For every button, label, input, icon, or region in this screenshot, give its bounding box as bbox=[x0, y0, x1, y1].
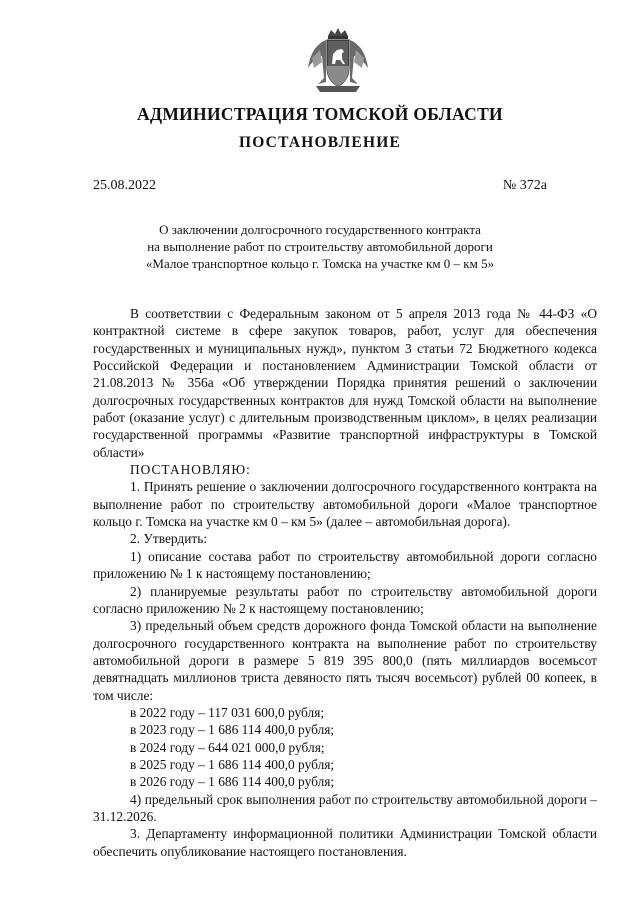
document-body bbox=[93, 305, 597, 860]
document-type: ПОСТАНОВЛЕНИЕ bbox=[238, 134, 402, 151]
year-line: в 2022 году – 117 031 600,0 рубля; bbox=[130, 704, 325, 720]
item-2-1-paragraph: 1) описание состава работ по строительству автомобильной дороги согласно приложению № 1 к настоящему постановлению; bbox=[93, 548, 597, 582]
year-line: в 2024 году – 644 021 000,0 рубля; bbox=[130, 739, 325, 755]
item-2-paragraph: 2. Утвердить: bbox=[130, 531, 208, 547]
title-line: О заключении долгосрочного государственного контракта bbox=[159, 222, 481, 237]
document-number: № 372а bbox=[502, 178, 547, 193]
year-line: в 2026 году – 1 686 114 400,0 рубля; bbox=[130, 774, 335, 790]
title-line: «Малое транспортное кольцо г. Томска на участке км 0 – км 5» bbox=[145, 256, 495, 271]
item-3-paragraph: 3. Департаменту информационной политики Администрации Томской области обеспечить опубликование настоящего постановления. bbox=[93, 826, 597, 859]
item-1-paragraph: 1. Принять решение о заключении долгосрочного государственного контракта на выполнение работ по строительству автомобильной дороги «Малое транспортное кольцо г. Томска на участке км 0 – км 5» (далее – автомобильная дорога). bbox=[93, 479, 597, 530]
preamble-paragraph: В соответствии с Федеральным законом от 5 апреля 2013 года № 44-ФЗ «О контрактной системе в сфере закупок товаров, работ, услуг для обеспечения государственных и муниципальных нужд», пунктом 3 статьи 72 Бюджетного кодекса Российской Федерации и постановлением Администрации Томской области от 21.08.2013 № 356а «Об утверждении Порядка принятия решений о заключении долгосрочных государственных контрактов для нужд Томской области на выполнение работ (оказание услуг) с длительным производственным циклом», в целях реализации государственной программы «Развитие транспортной инфраструктуры в Томской области» bbox=[93, 306, 597, 460]
organization-name: АДМИНИСТРАЦИЯ ТОМСКОЙ ОБЛАСТИ bbox=[137, 104, 503, 124]
document-date: 25.08.2022 bbox=[93, 178, 156, 193]
item-2-2-paragraph: 2) планируемые результаты работ по строительству автомобильной дороги согласно приложению № 2 к настоящему постановлению; bbox=[93, 583, 597, 616]
decree-heading: ПОСТАНОВЛЯЮ: bbox=[130, 462, 251, 478]
tomsk-coat-of-arms-icon bbox=[302, 28, 374, 94]
item-2-3-paragraph: 3) предельный объем средств дорожного фонда Томской области на выполнение долгосрочного государственного контракта на выполнение работ по строительству автомобильной дороги в размере 5 819 395 800,0 (пять миллиардов восемьсот девятнадцать миллионов триста девяносто пять тысяч восемьсот) рублей 00 копеек, в том числе: bbox=[93, 618, 597, 703]
item-2-4-paragraph: 4) предельный срок выполнения работ по строительству автомобильной дороги – 31.12.2026. bbox=[93, 791, 597, 824]
title-line: на выполнение работ по строительству автомобильной дороги bbox=[147, 239, 493, 254]
year-line: в 2023 году – 1 686 114 400,0 рубля; bbox=[130, 722, 335, 738]
document-title bbox=[93, 221, 547, 272]
year-line: в 2025 году – 1 686 114 400,0 рубля; bbox=[130, 756, 335, 772]
